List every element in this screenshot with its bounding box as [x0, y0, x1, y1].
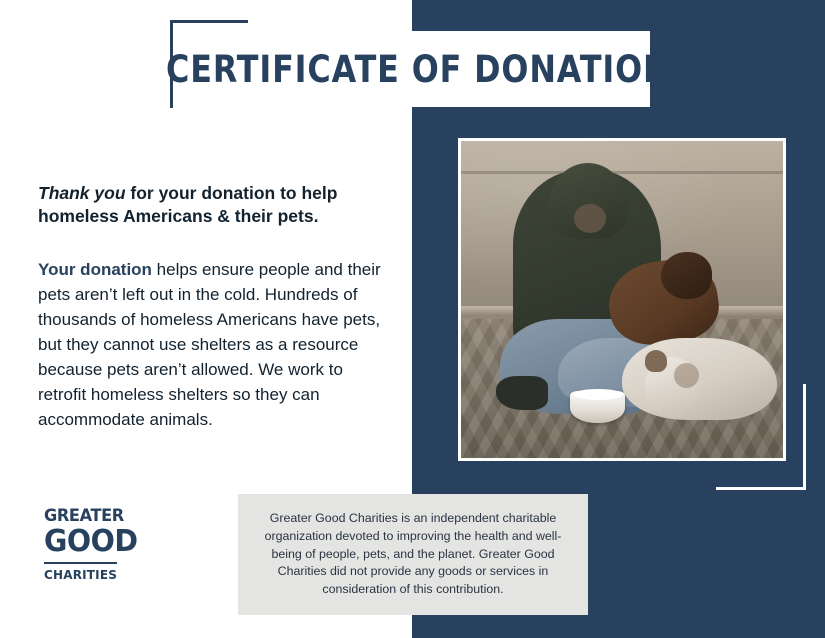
title-banner — [165, 31, 671, 107]
bottom-corner-bracket — [716, 384, 806, 490]
body-paragraph — [38, 258, 386, 433]
disclaimer-box — [238, 494, 588, 615]
page-title: CERTIFICATE OF DONATION — [165, 47, 671, 91]
photo-dog-bowl — [570, 391, 625, 423]
disclaimer-text: Greater Good Charities is an independent charitable organization devoted to improving the health and well-being of people, pets, and the planet. Greater Good Charities did not provide any goods or services in consideration of this contribution. — [264, 510, 562, 597]
greater-good-charities-logo — [44, 506, 138, 582]
photo-white-dog-ear — [645, 350, 668, 372]
photo-person-shoe — [496, 376, 548, 411]
lead-emphasis: Thank you — [38, 183, 126, 203]
lead-rest: for your donation to help homeless Americans & their pets. — [38, 183, 338, 227]
logo-line-greater: GREATER — [44, 506, 124, 526]
body-text: helps ensure people and their pets aren’t left out in the cold. Hundreds of thousands of homeless Americans have pets, but they cannot use shelters as a resource because pets aren’t allowed. We work to retrofit homeless shelters so they can accommodate animals. — [38, 260, 381, 429]
body-highlight: Your donation — [38, 260, 152, 279]
logo-line-charities: CHARITIES — [44, 562, 117, 582]
photo-brown-dog-head — [661, 252, 713, 300]
photo-person-face — [574, 204, 606, 233]
logo-line-good: GOOD — [44, 524, 138, 559]
lead-paragraph — [38, 182, 388, 228]
